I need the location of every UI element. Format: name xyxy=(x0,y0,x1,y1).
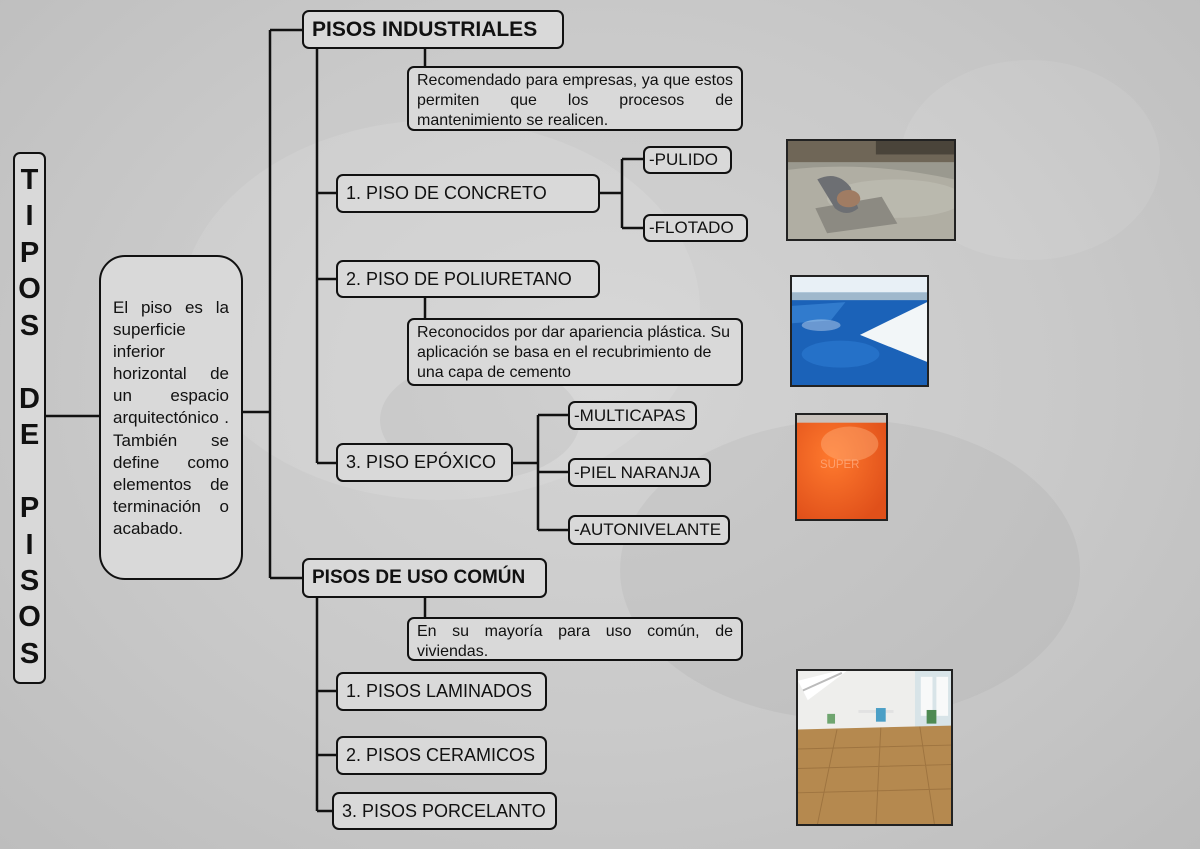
title-letter: T xyxy=(20,164,39,196)
industrial-description: Recomendado para empresas, ya que estos permiten que los procesos de mantenimiento se realicen. xyxy=(407,66,743,131)
option-flotado: -FLOTADO xyxy=(643,214,748,242)
option-multicapas: -MULTICAPAS xyxy=(568,401,697,430)
photo-watermark: SUPER xyxy=(819,458,860,471)
concrete-troweling-photo xyxy=(786,139,956,241)
common-description: En su mayoría para uso común, de viviendas. xyxy=(407,617,743,661)
polyurethane-description: Reconocidos por dar apariencia plástica. Su aplicación se basa en el recubrimiento de una capa de cemento xyxy=(407,318,743,386)
laminate-floor-room-photo xyxy=(796,669,953,826)
ceramic-floor-node: 2. PISOS CERAMICOS xyxy=(336,736,547,775)
concrete-floor-node: 1. PISO DE CONCRETO xyxy=(336,174,600,213)
laminate-floor-node: 1. PISOS LAMINADOS xyxy=(336,672,547,711)
main-title-vertical xyxy=(13,152,46,684)
option-piel-naranja: -PIEL NARANJA xyxy=(568,458,711,487)
title-letter: O xyxy=(18,601,41,634)
title-letter: I xyxy=(25,200,34,233)
orange-epoxy-floor-photo xyxy=(795,413,888,521)
title-letter: S xyxy=(19,564,40,597)
title-letter: P xyxy=(19,492,40,525)
title-letter: E xyxy=(19,419,40,452)
polyurethane-floor-node: 2. PISO DE POLIURETANO xyxy=(336,260,600,298)
blue-polyurethane-floor-photo xyxy=(790,275,929,387)
option-pulido: -PULIDO xyxy=(643,146,732,174)
title-letter: O xyxy=(18,273,41,306)
epoxy-floor-node: 3. PISO EPÓXICO xyxy=(336,443,513,482)
industrial-floors-heading: PISOS INDUSTRIALES xyxy=(302,10,564,49)
definition-box: El piso es la superficie inferior horizontal de un espacio arquitectónico . También se define como elementos de terminación o acabado. xyxy=(99,255,243,580)
option-autonivelante: -AUTONIVELANTE xyxy=(568,515,730,545)
title-letter: D xyxy=(19,382,40,415)
title-letter: I xyxy=(25,528,34,561)
title-letter: S xyxy=(19,309,40,342)
title-letter: P xyxy=(19,236,40,269)
title-letter: S xyxy=(19,637,40,670)
common-floors-heading: PISOS DE USO COMÚN xyxy=(302,558,547,598)
porcelain-floor-node: 3. PISOS PORCELANTO xyxy=(332,792,557,830)
